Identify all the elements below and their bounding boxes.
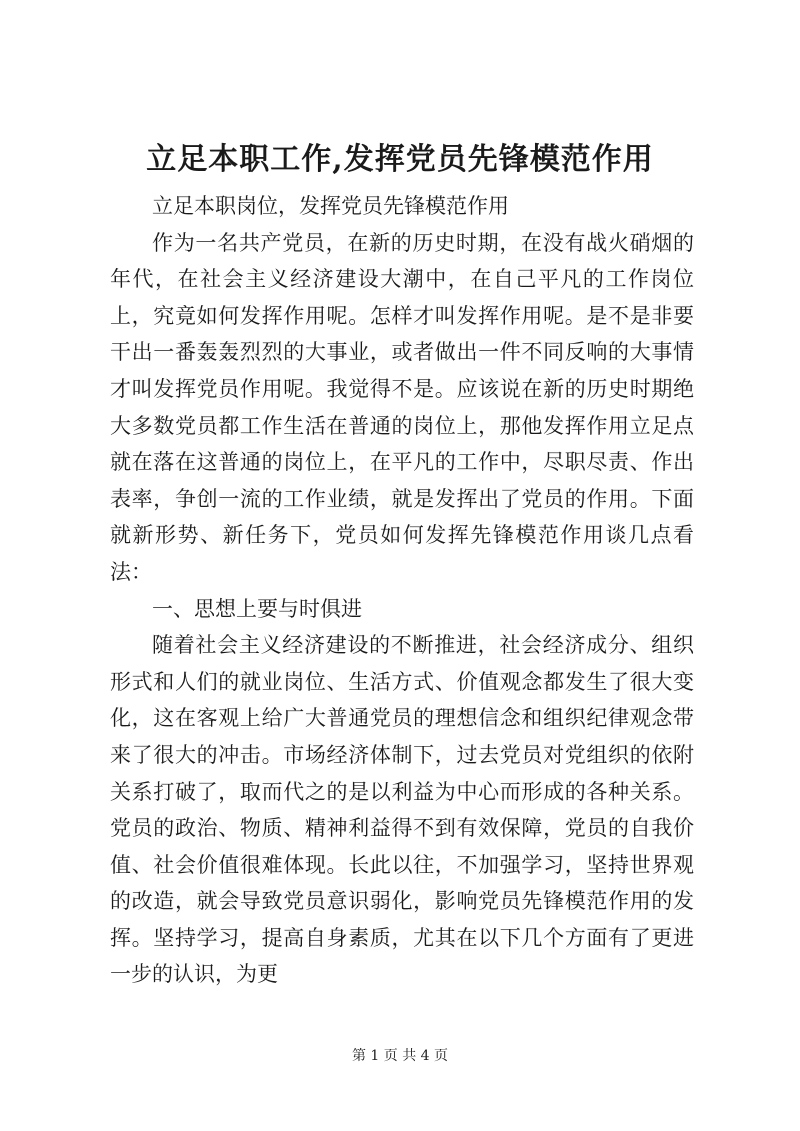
paragraph-intro: 作为一名共产党员，在新的历史时期，在没有战火硝烟的年代，在社会主义经济建设大潮中，在自己平凡的工作岗位上，究竟如何发挥作用呢。怎样才叫发挥作用呢。是不是非要干出一番轰轰烈烈的大事业，或者做出一件不同反响的大事情才叫发挥党员作用呢。我觉得不是。应该说在新的历史时期绝大多数党员都工作生活在普通的岗位上，那他发挥作用立足点就在落在这普通的岗位上，在平凡的工作中，尽职尽责、作出表率，争创一流的工作业绩，就是发挥出了党员的作用。下面就新形势、新任务下，党员如何发挥先锋模范作用谈几点看法： <box>110 230 694 584</box>
document-body <box>110 188 694 993</box>
paragraph-subtitle: 立足本职岗位，发挥党员先锋模范作用 <box>152 194 509 218</box>
section-heading-1: 一、思想上要与时俱进 <box>152 596 362 621</box>
page-footer: 第 1 页 共 4 页 <box>351 1048 449 1064</box>
document-title: 立足本职工作,发挥党员先锋模范作用 <box>146 142 654 177</box>
paragraph-section-1: 随着社会主义经济建设的不断推进，社会经济成分、组织形式和人们的就业岗位、生活方式、价值观念都发生了很大变化，这在客观上给广大普通党员的理想信念和组织纪律观念带来了很大的冲击。市场经济体制下，过去党员对党组织的依附关系打破了，取而代之的是以利益为中心而形成的各种关系。党员的政治、物质、精神利益得不到有效保障，党员的自我价值、社会价值很难体现。长此以往，不加强学习，坚持世界观的改造，就会导致党员意识弱化，影响党员先锋模范作用的发挥。坚持学习，提高自身素质，尤其在以下几个方面有了更进一步的认识，为更 <box>110 633 694 987</box>
